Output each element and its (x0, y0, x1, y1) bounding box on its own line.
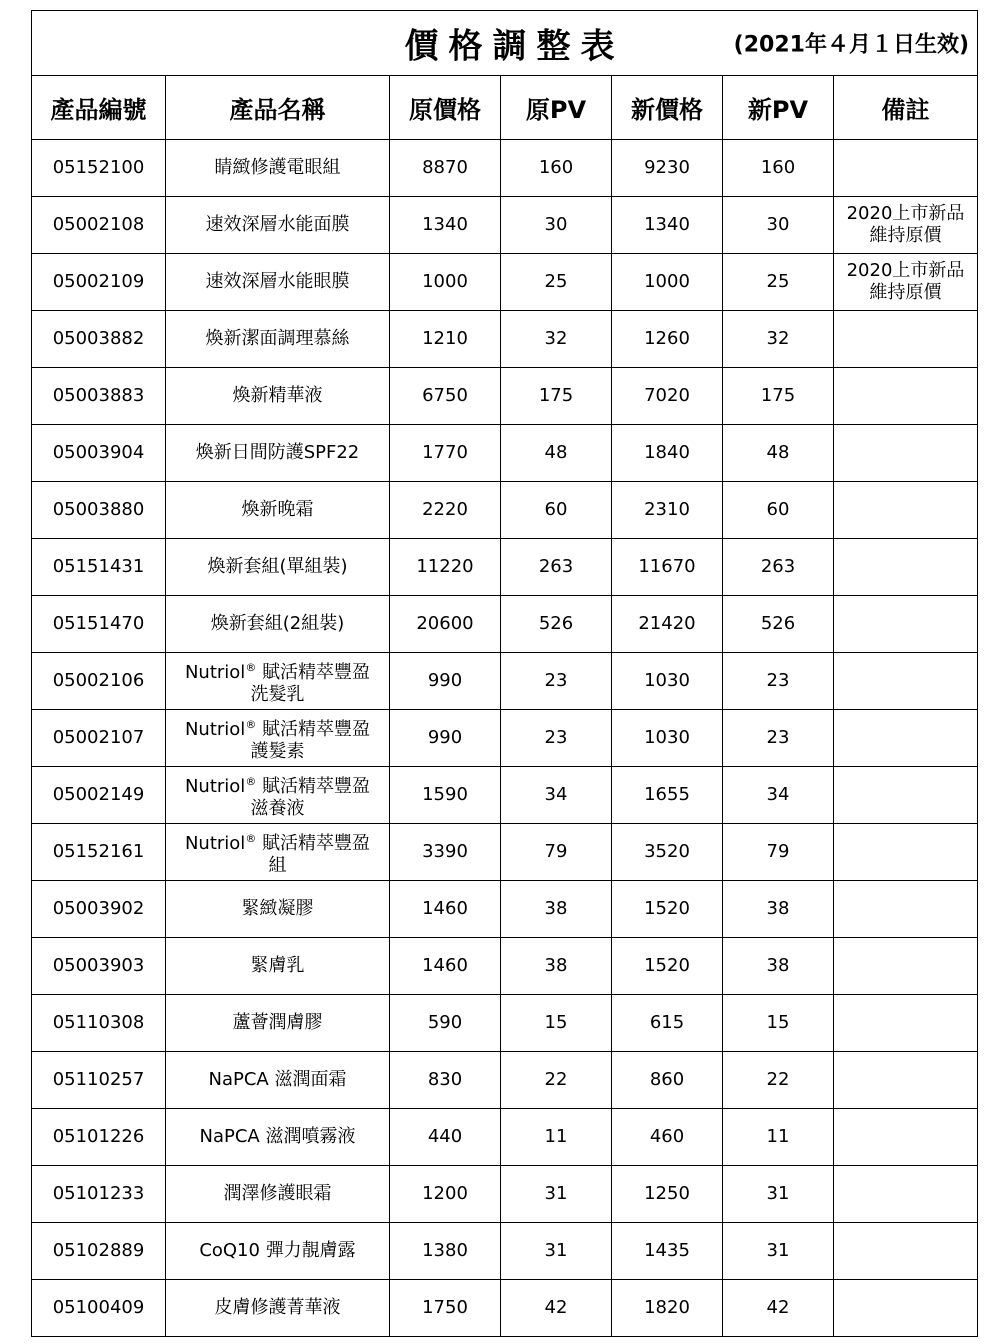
note-cell (834, 767, 978, 824)
old-price-cell: 1460 (390, 938, 501, 995)
new-pv-cell: 48 (723, 425, 834, 482)
table-row (32, 824, 978, 881)
product-name-cell: 速效深層水能眼膜 (166, 254, 390, 311)
new-price-cell: 1250 (612, 1166, 723, 1223)
old-pv-cell: 31 (501, 1166, 612, 1223)
table-row (32, 1280, 978, 1337)
note-cell (834, 653, 978, 710)
old-price-cell: 2220 (390, 482, 501, 539)
note-cell (834, 1109, 978, 1166)
table-row (32, 254, 978, 311)
new-pv-cell: 23 (723, 710, 834, 767)
new-price-cell: 1840 (612, 425, 723, 482)
old-price-cell: 1770 (390, 425, 501, 482)
new-pv-cell: 160 (723, 140, 834, 197)
product-name-cell: NaPCA 滋潤噴霧液 (166, 1109, 390, 1166)
product-name-cell: 緊膚乳 (166, 938, 390, 995)
product-name-cell: Nutriol® 賦活精萃豐盈 滋養液 (166, 767, 390, 824)
new-pv-cell: 34 (723, 767, 834, 824)
old-price-cell: 990 (390, 653, 501, 710)
product-code-cell: 05002109 (32, 254, 166, 311)
new-pv-cell: 22 (723, 1052, 834, 1109)
old-pv-cell: 32 (501, 311, 612, 368)
old-pv-cell: 175 (501, 368, 612, 425)
old-pv-cell: 22 (501, 1052, 612, 1109)
note-cell (834, 140, 978, 197)
note-cell (834, 1223, 978, 1280)
product-code-cell: 05101226 (32, 1109, 166, 1166)
header-new-price: 新價格 (612, 76, 723, 140)
product-name-cell: Nutriol® 賦活精萃豐盈 護髮素 (166, 710, 390, 767)
new-price-cell: 615 (612, 995, 723, 1052)
product-name-cell: 煥新日間防護SPF22 (166, 425, 390, 482)
product-code-cell: 05003902 (32, 881, 166, 938)
product-name-cell: 蘆薈潤膚膠 (166, 995, 390, 1052)
old-pv-cell: 11 (501, 1109, 612, 1166)
old-pv-cell: 42 (501, 1280, 612, 1337)
old-price-cell: 1380 (390, 1223, 501, 1280)
product-code-cell: 05003880 (32, 482, 166, 539)
table-row (32, 767, 978, 824)
product-name-cell: Nutriol® 賦活精萃豐盈 組 (166, 824, 390, 881)
new-price-cell: 1520 (612, 881, 723, 938)
product-code-cell: 05002106 (32, 653, 166, 710)
new-price-cell: 1340 (612, 197, 723, 254)
table-row (32, 140, 978, 197)
old-price-cell: 3390 (390, 824, 501, 881)
old-price-cell: 8870 (390, 140, 501, 197)
note-cell: 2020上市新品 維持原價 (834, 197, 978, 254)
product-code-cell: 05101233 (32, 1166, 166, 1223)
old-pv-cell: 15 (501, 995, 612, 1052)
new-price-cell: 1655 (612, 767, 723, 824)
old-pv-cell: 526 (501, 596, 612, 653)
note-cell (834, 1052, 978, 1109)
table-row (32, 1052, 978, 1109)
old-pv-cell: 23 (501, 710, 612, 767)
new-price-cell: 1520 (612, 938, 723, 995)
old-price-cell: 1590 (390, 767, 501, 824)
product-code-cell: 05151470 (32, 596, 166, 653)
old-price-cell: 20600 (390, 596, 501, 653)
new-price-cell: 1260 (612, 311, 723, 368)
table-row (32, 710, 978, 767)
old-pv-cell: 25 (501, 254, 612, 311)
new-pv-cell: 15 (723, 995, 834, 1052)
note-cell (834, 596, 978, 653)
product-code-cell: 05151431 (32, 539, 166, 596)
header-note: 備註 (834, 76, 978, 140)
new-pv-cell: 38 (723, 938, 834, 995)
product-code-cell: 05003883 (32, 368, 166, 425)
product-code-cell: 05002149 (32, 767, 166, 824)
product-name-cell: CoQ10 彈力靚膚露 (166, 1223, 390, 1280)
note-cell (834, 311, 978, 368)
old-price-cell: 1210 (390, 311, 501, 368)
new-price-cell: 1435 (612, 1223, 723, 1280)
registered-mark: ® (245, 660, 257, 674)
note-cell (834, 1280, 978, 1337)
note-cell (834, 995, 978, 1052)
table-row (32, 197, 978, 254)
old-pv-cell: 38 (501, 881, 612, 938)
new-pv-cell: 42 (723, 1280, 834, 1337)
old-pv-cell: 60 (501, 482, 612, 539)
product-code-cell: 05102889 (32, 1223, 166, 1280)
old-price-cell: 590 (390, 995, 501, 1052)
table-row (32, 539, 978, 596)
registered-mark: ® (245, 774, 257, 788)
note-cell (834, 938, 978, 995)
table-row (32, 425, 978, 482)
new-pv-cell: 79 (723, 824, 834, 881)
product-name-cell: Nutriol® 賦活精萃豐盈 洗髮乳 (166, 653, 390, 710)
new-pv-cell: 25 (723, 254, 834, 311)
new-price-cell: 1030 (612, 710, 723, 767)
price-adjustment-table (31, 10, 978, 1337)
old-pv-cell: 48 (501, 425, 612, 482)
product-code-cell: 05152161 (32, 824, 166, 881)
product-name-cell: 煥新精華液 (166, 368, 390, 425)
registered-mark: ® (245, 717, 257, 731)
table-row (32, 311, 978, 368)
old-price-cell: 1000 (390, 254, 501, 311)
new-price-cell: 2310 (612, 482, 723, 539)
old-price-cell: 440 (390, 1109, 501, 1166)
note-cell (834, 539, 978, 596)
table-title: 價格調整表 (404, 26, 625, 67)
new-pv-cell: 30 (723, 197, 834, 254)
new-pv-cell: 175 (723, 368, 834, 425)
product-name-cell: 緊緻凝膠 (166, 881, 390, 938)
new-price-cell: 3520 (612, 824, 723, 881)
note-cell (834, 710, 978, 767)
old-pv-cell: 263 (501, 539, 612, 596)
new-price-cell: 1030 (612, 653, 723, 710)
old-price-cell: 1200 (390, 1166, 501, 1223)
product-code-cell: 05110257 (32, 1052, 166, 1109)
new-pv-cell: 60 (723, 482, 834, 539)
table-row (32, 482, 978, 539)
new-price-cell: 860 (612, 1052, 723, 1109)
new-price-cell: 9230 (612, 140, 723, 197)
old-pv-cell: 30 (501, 197, 612, 254)
header-product-name: 產品名稱 (166, 76, 390, 140)
old-pv-cell: 23 (501, 653, 612, 710)
product-name-cell: 皮膚修護菁華液 (166, 1280, 390, 1337)
old-pv-cell: 160 (501, 140, 612, 197)
old-price-cell: 1750 (390, 1280, 501, 1337)
table-row (32, 368, 978, 425)
new-pv-cell: 23 (723, 653, 834, 710)
product-name-cell: 速效深層水能面膜 (166, 197, 390, 254)
product-code-cell: 05003903 (32, 938, 166, 995)
product-code-cell: 05110308 (32, 995, 166, 1052)
old-price-cell: 990 (390, 710, 501, 767)
old-price-cell: 830 (390, 1052, 501, 1109)
note-cell (834, 425, 978, 482)
table-row (32, 1223, 978, 1280)
title-cell (32, 11, 978, 76)
table-row (32, 1109, 978, 1166)
new-pv-cell: 32 (723, 311, 834, 368)
title-row (32, 11, 978, 76)
new-price-cell: 460 (612, 1109, 723, 1166)
table-row (32, 881, 978, 938)
product-code-cell: 05002107 (32, 710, 166, 767)
product-code-cell: 05003904 (32, 425, 166, 482)
old-price-cell: 11220 (390, 539, 501, 596)
product-name-cell: 潤澤修護眼霜 (166, 1166, 390, 1223)
product-code-cell: 05002108 (32, 197, 166, 254)
product-name-cell: NaPCA 滋潤面霜 (166, 1052, 390, 1109)
new-pv-cell: 263 (723, 539, 834, 596)
new-pv-cell: 31 (723, 1166, 834, 1223)
new-price-cell: 1000 (612, 254, 723, 311)
old-pv-cell: 31 (501, 1223, 612, 1280)
product-name-cell: 煥新套組(2組裝) (166, 596, 390, 653)
product-name-cell: 煥新套組(單組裝) (166, 539, 390, 596)
product-name-cell: 睛緻修護電眼組 (166, 140, 390, 197)
product-name-cell: 煥新潔面調理慕絲 (166, 311, 390, 368)
table-row (32, 596, 978, 653)
old-price-cell: 1460 (390, 881, 501, 938)
note-cell: 2020上市新品 維持原價 (834, 254, 978, 311)
effective-date: (2021年４月１日生效) (733, 32, 970, 58)
registered-mark: ® (245, 831, 257, 845)
old-pv-cell: 38 (501, 938, 612, 995)
new-pv-cell: 31 (723, 1223, 834, 1280)
new-price-cell: 1820 (612, 1280, 723, 1337)
new-price-cell: 21420 (612, 596, 723, 653)
header-old-pv: 原PV (501, 76, 612, 140)
new-pv-cell: 11 (723, 1109, 834, 1166)
header-old-price: 原價格 (390, 76, 501, 140)
old-price-cell: 6750 (390, 368, 501, 425)
new-pv-cell: 526 (723, 596, 834, 653)
table-row (32, 653, 978, 710)
table-row (32, 995, 978, 1052)
new-price-cell: 7020 (612, 368, 723, 425)
product-code-cell: 05152100 (32, 140, 166, 197)
table-row (32, 938, 978, 995)
new-pv-cell: 38 (723, 881, 834, 938)
product-code-cell: 05003882 (32, 311, 166, 368)
product-name-cell: 煥新晚霜 (166, 482, 390, 539)
header-row (32, 76, 978, 140)
header-product-code: 產品編號 (32, 76, 166, 140)
note-cell (834, 1166, 978, 1223)
product-code-cell: 05100409 (32, 1280, 166, 1337)
note-cell (834, 824, 978, 881)
header-new-pv: 新PV (723, 76, 834, 140)
old-pv-cell: 79 (501, 824, 612, 881)
table-row (32, 1166, 978, 1223)
old-pv-cell: 34 (501, 767, 612, 824)
old-price-cell: 1340 (390, 197, 501, 254)
note-cell (834, 368, 978, 425)
note-cell (834, 881, 978, 938)
note-cell (834, 482, 978, 539)
new-price-cell: 11670 (612, 539, 723, 596)
